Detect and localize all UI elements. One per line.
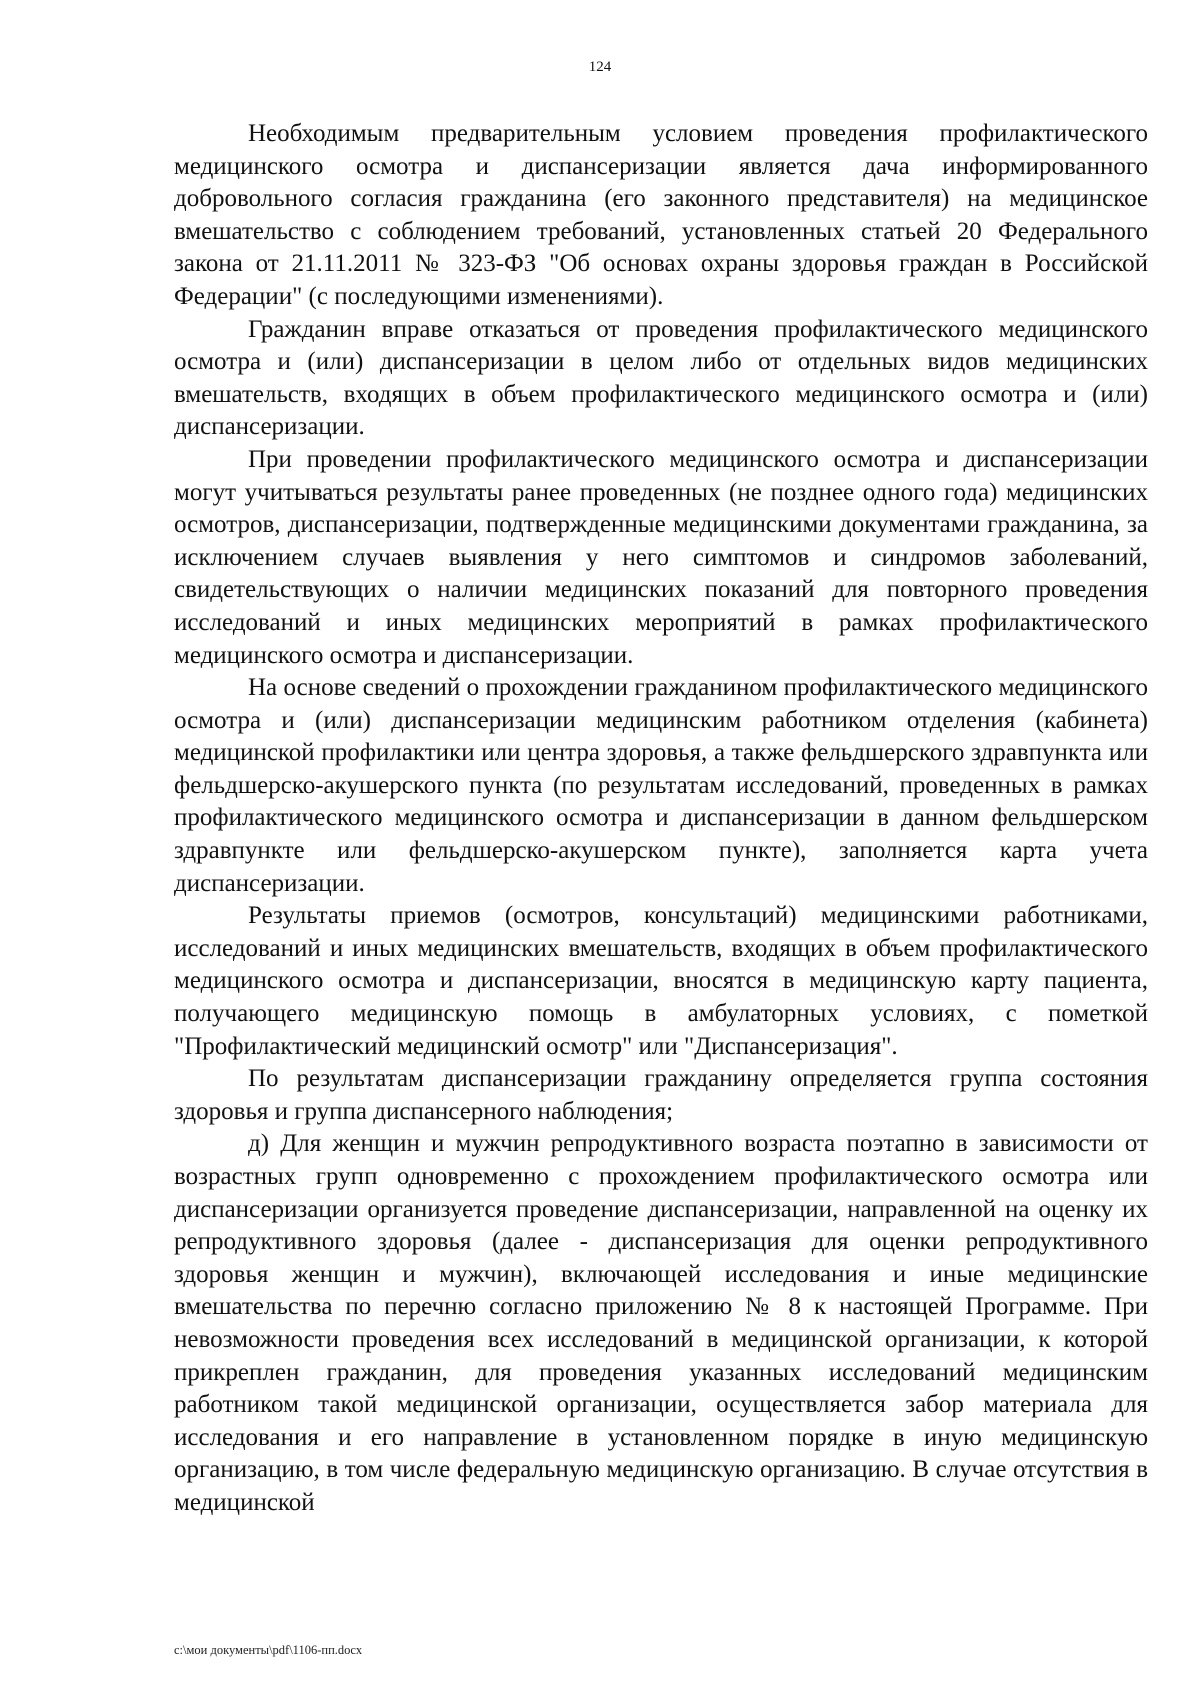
paragraph-results-recording: Результаты приемов (осмотров, консультаций) медицинскими работниками, исследований и иных медицинских вмешательств, входящих в объем профилактического медицинского осмотра и диспансеризации, вносятся в медицинскую карту пациента, получающего медицинскую помощь в амбулаторных условиях, с пометкой "Профилактический медицинский осмотр" или "Диспансеризация". xyxy=(174,902,1148,1060)
paragraph-registration-card: На основе сведений о прохождении гражданином профилактического медицинского осмотра и (или) диспансеризации медицинским работником отделения (кабинета) медицинской профилактики или центра здоровья, а также фельдшерского здравпункта или фельдшерско-акушерского пункта (по результатам исследований, проведенных в рамках профилактического медицинского осмотра и диспансеризации в данном фельдшерском здравпункте или фельдшерско-акушерском пункте), заполняется карта учета диспансеризации. xyxy=(174,674,1148,897)
paragraph-right-to-refuse: Гражданин вправе отказаться от проведения профилактического медицинского осмотра и (или) диспансеризации в целом либо от отдельных видов медицинских вмешательств, входящих в объем профилактического медицинского осмотра и (или) диспансеризации. xyxy=(174,315,1148,441)
paragraph-informed-consent: Необходимым предварительным условием проведения профилактического медицинского осмотра и диспансеризации является дача информированного добровольного согласия гражданина (его законного представителя) на медицинское вмешательство с соблюдением требований, установленных статьей 20 Федерального закона от 21.11.2011 № 323-ФЗ "Об основах охраны здоровья граждан в Российской Федерации" (с последующими изменениями). xyxy=(174,120,1148,310)
footer-file-path: c:\мои документы\pdf\1106-пп.docx xyxy=(174,1643,363,1657)
paragraph-previous-results: При проведении профилактического медицинского осмотра и диспансеризации могут учитываться результаты ранее проведенных (не позднее одного года) медицинских осмотров, диспансеризации, подтвержденные медицинскими документами гражданина, за исключением случаев выявления у него симптомов и синдромов заболеваний, свидетельствующих о наличии медицинских показаний для повторного проведения исследований и иных медицинских мероприятий в рамках профилактического медицинского осмотра и диспансеризации. xyxy=(174,445,1148,669)
paragraph-health-group: По результатам диспансеризации гражданину определяется группа состояния здоровья и группа диспансерного наблюдения; xyxy=(174,1065,1148,1125)
page-number: 124 xyxy=(588,59,612,75)
body-text xyxy=(174,118,1148,1520)
paragraph-reproductive-health: д) Для женщин и мужчин репродуктивного возраста поэтапно в зависимости от возрастных групп одновременно с прохождением профилактического осмотра или диспансеризации организуется проведение диспансеризации, направленной на оценку их репродуктивного здоровья (далее - диспансеризация для оценки репродуктивного здоровья женщин и мужчин), включающей исследования и иные медицинские вмешательства по перечню согласно приложению № 8 к настоящей Программе. При невозможности проведения всех исследований в медицинской организации, к которой прикреплен гражданин, для проведения указанных исследований медицинским работником такой медицинской организации, осуществляется забор материала для исследования и его направление в установленном порядке в иную медицинскую организацию, в том числе федеральную медицинскую организацию. В случае отсутствия в медицинской xyxy=(174,1130,1148,1516)
